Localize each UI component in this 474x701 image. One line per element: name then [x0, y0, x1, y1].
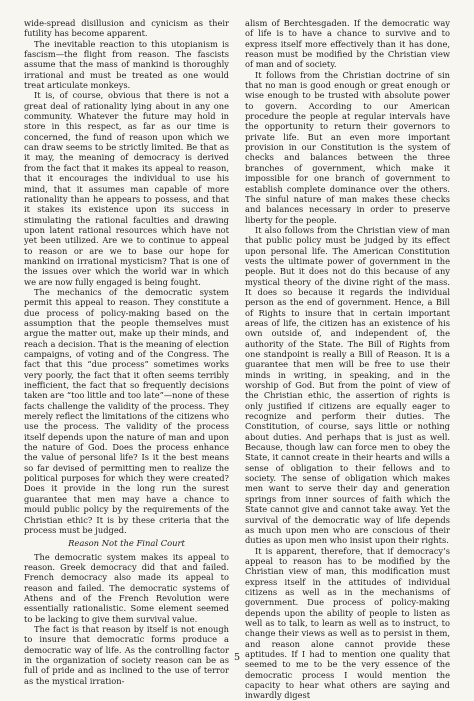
section-heading: Reason Not the Final Court: [68, 538, 185, 549]
paragraph: It is, of course, obvious that there is not a great deal of rationality lying about in any one community. Whatever the future may hold in store in this respect, as far as our time is concerned, the fund of reason upon which we can draw seems to be strictly limited. Be that as it may, the meaning of democracy is derived from the fact that it makes its appeal to reason, that it encourages the individual to use his mind, that it assumes man capable of more rationality than he appears to possess, and that it stakes its existence upon its success in stimulating the rational faculties and drawing upon latent rational resources which have not yet been utilized. Are we to continue to appeal to reason or are we to base our hope for mankind on irrational mysticism? That is one of the issues over which the world war in which we are now fully engaged is being fought.: [24, 90, 229, 287]
paragraph: The inevitable reaction to this utopianism is fascism—the flight from reason. The fascists assume that the mass of mankind is thoroughly irrational and must be treated as one would treat articulate monkeys.: [24, 38, 229, 91]
text-columns: [24, 18, 450, 701]
paragraph: The mechanics of the democratic system permit this appeal to reason. They constitute a due process of policy-making based on the assumption that the people themselves must argue the matter out, make up their minds, and reach a decision. That is the meaning of election campaigns, of voting and of the Congress. The fact that this “due process” sometimes works very poorly, the fact that it often seems terribly inefficient, the fact that so frequently decisions taken are “too little and too late”—none of these facts challenge the validity of the process. They merely reflect the limitations of the citizens who use the process. The validity of the process itself depends upon the nature of man and upon the nature of God. Does the process enhance the value of personal life? Is it the best means so far devised of permitting men to realize the political purposes for which they were created? Does it provide in the long run the surest guarantee that men may have a chance to mould public policy by the requirements of the Christian ethic? It is by these criteria that the process must be judged.: [24, 286, 229, 535]
page-number: 5: [233, 652, 241, 663]
paragraph: wide-spread disillusion and cynicism as their futility has become apparent.: [24, 18, 229, 39]
paragraph: It follows from the Christian doctrine of sin that no man is good enough or great enough or wise enough to be trusted with absolute power to govern. According to our American procedure the people at regular intervals have the opportunity to return their governors to private life. But an even more important provision in our Constitution is the system of checks and balances between the three branches of government, which make it impossible for one branch of government to establish complete dominance over the others. The sinful nature of man makes these checks and balances necessary in order to preserve liberty for the people.: [245, 69, 450, 225]
paragraph: The democratic system makes its appeal to reason. Greek democracy did that and failed. French democracy also made its appeal to reason and failed. The democratic systems of Athens and of the French Revolution were essentially rationalistic. Some element seemed to be lacking to give them survival value.: [24, 551, 229, 624]
paragraph: It also follows from the Christian view of man that public policy must be judged by its effect upon personal life. The American Constitution vests the ultimate power of government in the people. But it does not do this because of any mystical theory of the divine right of the mass. It does so because it regards the individual person as the end of government. Hence, a Bill of Rights to insure that in certain important areas of life, the citizen has an existence of his own outside of, and independent of, the authority of the State. The Bill of Rights from one standpoint is really a Bill of Reason. It is a guarantee that men will be free to use their minds in writing, in speaking, and in the worship of God. But from the point of view of the Christian ethic, the assertion of rights is only justified if citizens are equally eager to recognize and perform their duties. The Constitution, of course, says little or nothing about duties. And perhaps that is just as well. Because, though law can force men to obey the State, it cannot create in their hearts and wills a sense of obligation to their fellows and to society. The sense of obligation which makes men want to serve their day and generation springs from inner sources of faith which the State cannot give and cannot take away. Yet the survival of the democratic way of life depends as much upon men who are conscious of their duties as upon men who insist upon their rights.: [245, 224, 450, 546]
right-column: [245, 18, 450, 701]
paragraph: alism of Berchtesgaden. If the democratic way of life is to have a chance to survive and to express itself more effectively than it has done, reason must be modified by the Christian view of man and of society.: [245, 18, 450, 70]
left-column: [24, 18, 229, 701]
paragraph: The fact is that reason by itself is not enough to insure that democratic forms produce a democratic way of life. As the controlling factor in the organization of society reason can be as full of pride and as inclined to the use of terror as the mystical irration-: [24, 624, 229, 686]
paragraph: It is apparent, therefore, that if democracy’s appeal to reason has to be modified by the Christian view of man, this modification must express itself in the attitudes of individual citizens as well as in the mechanisms of government. Due process of policy-making depends upon the ability of people to listen as well as to talk, to learn as well as to instruct, to change their views as well as to persist in them, and reason alone cannot provide these aptitudes. If I had to mention one quality that seemed to me to be the very essence of the democratic process I would mention the capacity to hear what others are saying and inwardly digest: [245, 545, 450, 701]
